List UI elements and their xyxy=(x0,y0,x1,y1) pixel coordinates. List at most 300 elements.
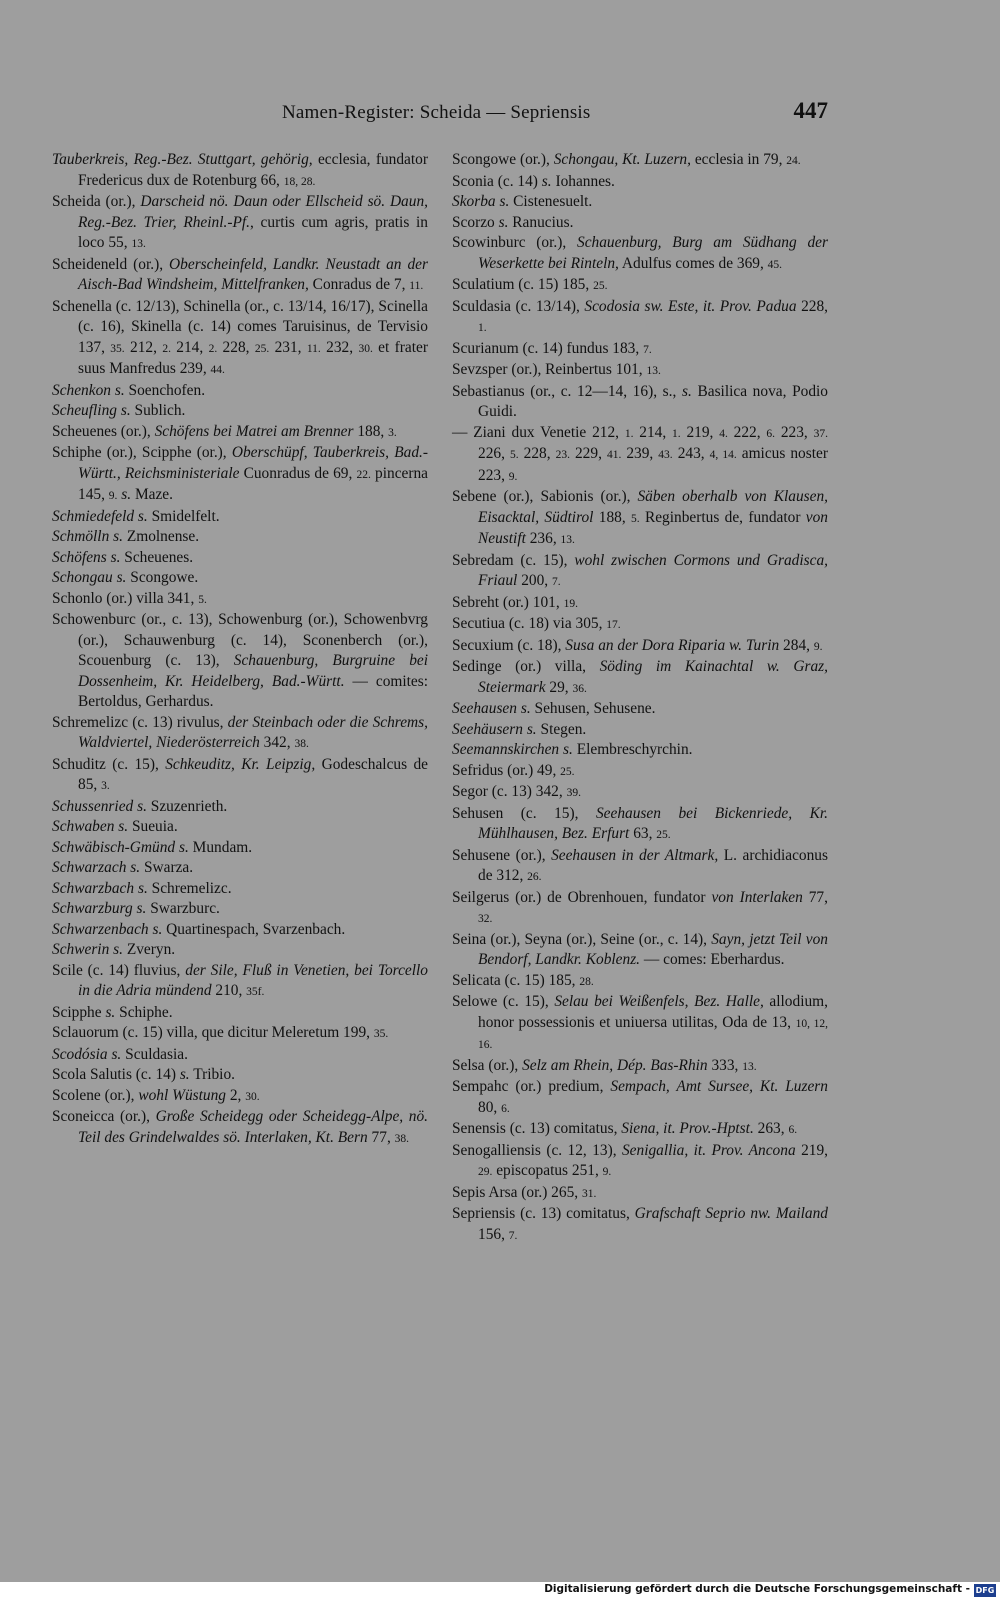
entry-line-ref: 9. xyxy=(813,640,823,653)
index-column-right xyxy=(452,150,828,1246)
entry-text: 222, xyxy=(727,423,767,441)
entry-text: Scheuenes (or.), xyxy=(52,422,155,440)
entry-text: Scorzo xyxy=(452,213,499,231)
entry-text: Maze. xyxy=(131,486,173,503)
entry-italic-text: Sempach, Amt Sursee, Kt. Luzern xyxy=(610,1078,828,1095)
entry-text: Selicata (c. 15) 185, xyxy=(452,971,580,989)
entry-italic-text: Grafschaft Seprio nw. Mailand xyxy=(634,1205,828,1222)
entry-text: Scolene (or.), xyxy=(52,1086,139,1104)
entry-text: Quartinespach, Svarzenbach. xyxy=(162,920,346,938)
entry-italic-text: Schwaben xyxy=(52,818,115,835)
entry-text: 212, xyxy=(124,338,163,356)
entry-italic-text: s. xyxy=(520,700,531,717)
index-entry xyxy=(452,150,828,172)
entry-line-ref: 30. xyxy=(245,1090,260,1103)
entry-text: Sculdasia (c. 13/14), xyxy=(452,297,585,315)
index-entry xyxy=(452,233,828,275)
entry-line-ref: 22. xyxy=(356,468,371,481)
entry-italic-text: s. xyxy=(682,382,692,400)
entry-text: 231, xyxy=(269,338,307,356)
entry-line-ref: 6. xyxy=(766,427,776,440)
entry-text: — Ziani dux Venetie 212, xyxy=(452,423,625,441)
entry-italic-text: von Interlaken xyxy=(711,888,803,906)
index-entry xyxy=(52,422,428,444)
entry-line-ref: 1. xyxy=(624,427,634,440)
entry-text: Sebredam (c. 15), xyxy=(452,551,575,569)
index-entry xyxy=(52,838,428,859)
entry-text: Swarza. xyxy=(140,859,194,876)
entry-text: Sublich. xyxy=(130,402,186,419)
entry-text: 223, xyxy=(775,423,814,441)
index-entry xyxy=(452,213,828,234)
entry-italic-text: Schwarzach xyxy=(52,859,127,876)
index-entry xyxy=(452,740,828,761)
entry-line-ref: 24. xyxy=(786,155,801,167)
entry-text: Segor (c. 13) 342, xyxy=(452,783,567,800)
entry-italic-text: Seemannskirchen xyxy=(452,741,560,758)
entry-text: 232, xyxy=(320,338,359,356)
entry-text: 228, xyxy=(796,297,829,315)
entry-line-ref: 9. xyxy=(508,470,518,483)
entry-italic-text: Seehausen bei Bickenriede, Kr. Mühlhausen, Bez. Erfurt xyxy=(478,804,828,842)
index-entry xyxy=(452,339,828,361)
entry-italic-text: Schauenburg, Burgruine bei Dossenheim, Kr. Heidelberg, Bad.-Württ. xyxy=(78,652,429,690)
index-entry xyxy=(452,593,828,615)
entry-line-ref: 2. xyxy=(162,342,171,355)
entry-italic-text: s. xyxy=(499,193,510,210)
entry-italic-text: s. xyxy=(111,1045,122,1063)
entry-text: Swarzburc. xyxy=(146,900,220,917)
index-entry xyxy=(52,961,428,1003)
entry-text: amicus noster 223, xyxy=(478,445,828,484)
entry-text: Ranucius. xyxy=(508,213,574,231)
entry-text: Scongowe. xyxy=(126,569,199,586)
index-entry xyxy=(52,940,428,961)
entry-italic-text: Darscheid nö. Daun oder Ellscheid sö. Daun, Reg.-Bez. Trier, Rheinl.-Pf. xyxy=(78,193,428,231)
entry-line-ref: 25. xyxy=(656,829,671,841)
index-entry xyxy=(452,614,828,636)
entry-italic-text: Seehausen xyxy=(452,700,517,717)
index-entry xyxy=(452,487,828,551)
entry-italic-text: Seehausen in der Altmark, xyxy=(551,846,719,864)
index-entry xyxy=(52,755,428,797)
entry-text: , curtis cum agris, pratis in loco 55, xyxy=(78,213,428,251)
entry-text: 228, xyxy=(217,338,255,356)
index-entry xyxy=(452,172,828,193)
entry-line-ref: 13. xyxy=(742,1060,757,1073)
entry-line-ref: 35f. xyxy=(246,986,265,998)
entry-text: — comes: Eberhardus. xyxy=(640,951,785,968)
entry-text: Reginbertus de, fundator xyxy=(639,508,806,526)
entry-italic-text: s. xyxy=(116,569,127,586)
entry-text: 239, xyxy=(621,445,659,462)
entry-line-ref: 38. xyxy=(294,738,309,750)
entry-italic-text: s. xyxy=(137,507,148,525)
entry-text: 77, xyxy=(802,888,828,906)
index-entry xyxy=(52,858,428,879)
entry-text: Seina (or.), Seyna (or.), Seine (or., c. 14), xyxy=(452,930,712,948)
entry-italic-text: Senigallia, it. Prov. Ancona xyxy=(621,1141,796,1159)
entry-italic-text: Oberschüpf, Tauberkreis, Bad.-Württ., Reichsministeriale xyxy=(78,444,428,482)
entry-italic-text: Schmiedefeld xyxy=(52,507,135,525)
index-entry xyxy=(452,699,828,720)
entry-text: Elembreschyrchin. xyxy=(572,741,693,758)
index-entry xyxy=(52,527,428,548)
entry-text: Sculatium (c. 15) 185, xyxy=(452,276,594,293)
index-entry xyxy=(52,381,428,402)
entry-text: Schuditz (c. 15), xyxy=(52,755,166,773)
index-entry xyxy=(452,761,828,783)
entry-italic-text: Große Scheidegg oder Scheidegg-Alpe, nö. Teil des Grindelwaldes sö. Interlaken, Kt. Bern xyxy=(78,1108,428,1146)
entry-line-ref: 6. xyxy=(788,1124,798,1136)
entry-line-ref: 3. xyxy=(388,426,397,439)
entry-text: Sevzsper (or.), Reinbertus 101, xyxy=(452,361,647,378)
index-entry xyxy=(452,423,828,488)
entry-text: Schenella (c. 12/13), Schinella (or., c. 13/14, 16/17), Scinella (c. 16), Skinella (c. 14) comes Taruisinus, de Tervisio 137, xyxy=(52,297,428,356)
entry-text: Scheida (or.), xyxy=(52,193,141,210)
entry-text: Szuzenrieth. xyxy=(146,797,228,815)
entry-text: Soenchofen. xyxy=(124,381,206,399)
footer-bar xyxy=(0,1582,1000,1600)
entry-italic-text: Schongau, Kt. Luzern, xyxy=(553,151,691,168)
dfg-logo: DFG xyxy=(975,1586,995,1595)
entry-italic-text: s. xyxy=(179,1066,190,1083)
index-entry xyxy=(452,657,828,699)
entry-text: — comites: Bertoldus, Gerhardus. xyxy=(78,672,429,710)
index-entry xyxy=(52,255,428,297)
entry-line-ref: 35. xyxy=(373,1028,389,1040)
entry-line-ref: 43. xyxy=(658,449,673,461)
entry-line-ref: 25. xyxy=(560,765,575,778)
entry-text: 226, xyxy=(478,445,510,462)
running-head: Namen-Register: Scheida — Sepriensis xyxy=(282,102,591,123)
entry-text: 228, xyxy=(518,445,556,462)
entry-italic-text: Schwarzenbach xyxy=(52,920,149,938)
index-entry xyxy=(452,1056,828,1078)
index-entry xyxy=(452,1204,828,1246)
entry-line-ref: 37. xyxy=(813,427,828,440)
index-entry xyxy=(452,720,828,741)
index-entry xyxy=(52,150,428,192)
entry-italic-text: Seehäusern xyxy=(452,720,523,738)
entry-italic-text: s. xyxy=(113,941,123,958)
entry-line-ref: 17. xyxy=(606,619,621,631)
entry-italic-text: Susa an der Dora Riparia w. Turin xyxy=(565,636,780,654)
entry-line-ref: 13. xyxy=(131,238,146,250)
index-entry xyxy=(52,920,428,941)
index-entry xyxy=(452,1183,828,1205)
entry-text: Schremelizc (c. 13) rivulus, xyxy=(52,713,228,731)
entry-text: 210, xyxy=(211,982,247,999)
entry-line-ref: 9. xyxy=(108,490,118,502)
entry-text: et frater suus Manfredus 239, xyxy=(78,338,428,377)
entry-text: Schiphe (or.), Scipphe (or.), xyxy=(52,444,232,461)
entry-italic-text: Schöfens bei Matrei am Brenner xyxy=(154,422,354,440)
index-entry xyxy=(52,568,428,589)
entry-italic-text: s. xyxy=(114,381,125,399)
entry-text: Sebreht (or.) 101, xyxy=(452,593,564,611)
entry-line-ref: 9. xyxy=(602,1166,612,1178)
index-entry xyxy=(452,1141,828,1183)
entry-italic-text: Scheufling xyxy=(52,402,117,419)
entry-italic-text: s. xyxy=(526,720,537,738)
entry-italic-text: Selz am Rhein, Dép. Bas-Rhin xyxy=(522,1056,708,1074)
entry-text: Schowenburc (or., c. 13), Schowenburg (or.), Schowenbvrg (or.), Schauwenburg (c. 14), Sconenberch (or.), Scouenburg (c. 13), xyxy=(52,611,428,669)
entry-italic-text: s. xyxy=(152,920,163,938)
entry-text: Sedinge (or.) villa, xyxy=(452,658,600,675)
entry-line-ref: 1. xyxy=(478,322,487,334)
entry-line-ref: 31. xyxy=(581,1187,597,1200)
entry-italic-text: s. xyxy=(137,797,147,815)
entry-italic-text: Schongau xyxy=(52,569,113,586)
index-entry xyxy=(52,1107,428,1149)
index-entry xyxy=(52,548,428,569)
entry-text: 200, xyxy=(517,572,552,589)
index-entry xyxy=(52,713,428,755)
entry-italic-text: Schussenried xyxy=(52,797,134,815)
entry-text: Selowe (c. 15), xyxy=(452,993,555,1010)
index-entry xyxy=(452,192,828,213)
entry-text: Scurianum (c. 14) fundus 183, xyxy=(452,339,644,357)
entry-text: Secutiua (c. 18) via 305, xyxy=(452,615,607,632)
entry-italic-text: Siena, it. Prov.-Hptst. xyxy=(621,1120,754,1137)
index-entry xyxy=(52,297,428,381)
entry-italic-text: Oberscheinfeld, Landkr. Neustadt an der Aisch-Bad Windsheim, Mittelfranken, xyxy=(78,255,428,293)
entry-italic-text: s. xyxy=(541,172,552,190)
entry-text: Mundam. xyxy=(188,838,253,856)
index-entry xyxy=(52,610,428,713)
index-entry xyxy=(52,1003,428,1024)
entry-line-ref: 1. xyxy=(672,427,681,440)
index-entry xyxy=(452,360,828,382)
entry-text: 214, xyxy=(170,338,209,356)
entry-italic-text: Scodósia xyxy=(52,1045,108,1063)
entry-line-ref: 44. xyxy=(210,364,225,376)
index-entry xyxy=(52,797,428,818)
entry-italic-text: Schauenburg, Burg am Südhang der Weserkette bei Rinteln, xyxy=(478,234,828,272)
entry-text: Secuxium (c. 18), xyxy=(452,636,566,654)
entry-italic-text: Schwerin xyxy=(52,941,110,958)
entry-italic-text: s. xyxy=(118,818,129,835)
entry-text: Selsa (or.), xyxy=(452,1056,523,1074)
entry-text: allodium, honor possessionis et uniuersa utilitas, Oda de 13, xyxy=(478,993,828,1031)
index-entry xyxy=(452,382,828,423)
entry-line-ref: 5. xyxy=(509,449,519,461)
entry-line-ref: 5. xyxy=(631,512,640,525)
index-entry xyxy=(452,992,828,1056)
entry-italic-text: Schwarzbach xyxy=(52,879,135,897)
entry-text: Godeschalcus de 85, xyxy=(78,755,428,793)
entry-italic-text: wohl zwischen Cormons und Gradisca, Friaul xyxy=(478,551,828,589)
index-entry xyxy=(52,879,428,900)
entry-text: Tribio. xyxy=(189,1066,236,1083)
entry-text: pincerna 145, xyxy=(78,464,429,503)
index-entry xyxy=(452,551,828,593)
entry-text: Sepis Arsa (or.) 265, xyxy=(452,1183,582,1201)
index-entry xyxy=(452,275,828,297)
entry-text: Senensis (c. 13) comitatus, xyxy=(452,1120,622,1137)
entry-text: Smidelfelt. xyxy=(147,507,220,525)
entry-text: Schremelizc. xyxy=(147,879,232,897)
entry-text: ecclesia in 79, xyxy=(690,151,787,168)
index-entry xyxy=(52,507,428,528)
entry-italic-text: s. xyxy=(498,213,509,231)
entry-line-ref: 4. xyxy=(719,427,728,440)
entry-italic-text: Selau bei Weißenfels, Bez. Halle, xyxy=(554,993,764,1010)
entry-italic-text: wohl Wüstung xyxy=(138,1086,226,1104)
entry-text: Sebene (or.), Sabionis (or.), xyxy=(452,488,638,505)
entry-text: Iohannes. xyxy=(551,172,615,190)
entry-line-ref: 10, 12, 16. xyxy=(478,1017,828,1051)
entry-line-ref: 30. xyxy=(358,342,373,355)
entry-text: 188, xyxy=(353,422,389,440)
entry-italic-text: Scodosia sw. Este, it. Prov. Padua xyxy=(584,297,797,315)
entry-text: 342, xyxy=(259,734,295,751)
entry-text: 243, xyxy=(672,445,710,462)
entry-italic-text: Schmölln xyxy=(52,528,110,545)
entry-text: Sconia (c. 14) xyxy=(452,172,542,190)
index-entry xyxy=(452,1077,828,1119)
entry-line-ref: 28. xyxy=(579,975,594,988)
entry-italic-text: s. xyxy=(178,838,189,856)
index-entry xyxy=(452,782,828,804)
entry-text: 80, xyxy=(478,1098,502,1116)
entry-text: 29, xyxy=(545,678,573,696)
index-entry xyxy=(452,888,828,930)
entry-text: Senogalliensis (c. 12, 13), xyxy=(452,1141,622,1159)
entry-text: Sconeicca (or.), xyxy=(52,1108,156,1125)
entry-line-ref: 45. xyxy=(767,258,783,271)
index-entry xyxy=(452,930,828,971)
entry-italic-text: Schwäbisch-Gmünd xyxy=(52,838,176,856)
entry-italic-text: Tauberkreis, Reg.-Bez. Stuttgart, gehörig, xyxy=(52,151,313,168)
entry-italic-text: Schkeuditz, Kr. Leipzig, xyxy=(165,755,316,773)
entry-line-ref: 32. xyxy=(478,913,493,925)
entry-text: Sempahc (or.) predium, xyxy=(452,1078,611,1095)
entry-line-ref: 4, 14. xyxy=(709,449,737,461)
entry-line-ref: 2. xyxy=(208,342,218,355)
entry-line-ref: 3. xyxy=(101,780,110,792)
entry-text: Sehusen (c. 15), xyxy=(452,804,596,822)
entry-text: 188, xyxy=(593,508,632,526)
entry-text: 214, xyxy=(633,423,673,441)
index-entry xyxy=(52,443,428,507)
entry-text: 219, xyxy=(680,423,720,441)
page-number: 447 xyxy=(793,98,828,123)
entry-text: Sehusen, Sehusene. xyxy=(530,700,656,717)
entry-italic-text: Söding im Kainachtal w. Graz, Steiermark xyxy=(478,658,828,696)
entry-line-ref: 36. xyxy=(572,682,587,695)
index-entry xyxy=(452,846,828,888)
entry-line-ref: 26. xyxy=(527,871,542,883)
entry-text: Zveryn. xyxy=(122,941,176,958)
entry-italic-text: Sayn, jetzt Teil von Bendorf, Landkr. Koblenz. xyxy=(478,930,828,968)
entry-text: Stegen. xyxy=(536,720,587,738)
entry-text: L. archidiaconus de 312, xyxy=(478,846,828,884)
entry-line-ref: 19. xyxy=(563,597,578,610)
entry-line-ref: 11. xyxy=(306,342,321,355)
entry-text: Sepriensis (c. 13) comitatus, xyxy=(452,1205,635,1222)
entry-line-ref: 25. xyxy=(593,280,608,292)
entry-text: ecclesia, fundator Fredericus dux de Rotenburg 66, xyxy=(78,151,428,189)
entry-italic-text: der Sile, Fluß in Venetien, bei Torcello in die Adria mündend xyxy=(78,961,428,999)
index-entry xyxy=(52,401,428,422)
entry-text: Adulfus comes de 369, xyxy=(618,254,768,272)
entry-italic-text: s. xyxy=(563,741,573,758)
entry-text: 333, xyxy=(707,1056,743,1074)
entry-text: Sebastianus (or., c. 12—14, 16), s., xyxy=(452,382,682,400)
index-entry xyxy=(452,804,828,846)
entry-text: Conradus de 7, xyxy=(308,276,410,293)
entry-italic-text: Schwarzburg xyxy=(52,900,133,917)
entry-line-ref: 25. xyxy=(254,342,270,355)
entry-text: 229, xyxy=(569,445,607,462)
entry-italic-text: s. xyxy=(120,402,131,419)
entry-italic-text: Säben oberhalb von Klausen, Eisacktal, Südtirol xyxy=(478,488,828,526)
entry-line-ref: 7. xyxy=(551,576,561,588)
entry-text: Sehusene (or.), xyxy=(452,846,552,864)
index-entry xyxy=(52,1045,428,1066)
index-entry xyxy=(52,589,428,611)
entry-text: Cuonradus de 69, xyxy=(239,464,357,482)
entry-text: Sefridus (or.) 49, xyxy=(452,761,561,779)
entry-text: Scola Salutis (c. 14) xyxy=(52,1066,180,1083)
entry-text: Scheideneld (or.), xyxy=(52,255,170,273)
entry-line-ref: 11. xyxy=(409,280,424,292)
entry-text: Scheuenes. xyxy=(120,548,194,566)
entry-text: 284, xyxy=(779,636,814,654)
entry-text: Schonlo (or.) villa 341, xyxy=(52,589,199,607)
entry-line-ref: 7. xyxy=(643,343,652,356)
entry-text: Scipphe xyxy=(52,1003,106,1021)
entry-line-ref: 39. xyxy=(566,787,581,799)
entry-line-ref: 5. xyxy=(198,593,207,606)
entry-text: Schiphe. xyxy=(115,1003,173,1021)
entry-italic-text: s. xyxy=(110,548,121,566)
index-entry xyxy=(452,1119,828,1141)
index-entry xyxy=(452,297,828,339)
entry-text: 77, xyxy=(367,1128,395,1146)
index-entry xyxy=(452,636,828,658)
entry-text: Scongowe (or.), xyxy=(452,151,554,168)
entry-italic-text: s. xyxy=(113,528,123,545)
entry-text: 219, xyxy=(795,1141,828,1159)
entry-line-ref: 29. xyxy=(478,1166,493,1178)
index-column-left xyxy=(52,150,428,1149)
entry-text: 63, xyxy=(629,825,657,842)
entry-italic-text: s. xyxy=(105,1003,116,1021)
entry-italic-text: s. xyxy=(121,486,132,503)
entry-text: episcopatus 251, xyxy=(492,1162,603,1179)
index-entry xyxy=(52,817,428,838)
entry-text: Scile (c. 14) fluvius, xyxy=(52,961,186,979)
entry-text: 236, xyxy=(525,530,561,547)
index-entry xyxy=(452,971,828,993)
entry-italic-text: s. xyxy=(130,859,141,876)
entry-line-ref: 6. xyxy=(501,1102,510,1115)
funding-credit: Digitalisierung gefördert durch die Deutsche Forschungsgemeinschaft - xyxy=(544,1583,970,1595)
entry-italic-text: Schöfens xyxy=(52,548,107,566)
entry-italic-text: von Neustift xyxy=(478,508,829,547)
entry-line-ref: 41. xyxy=(606,449,622,461)
entry-text: Cistenesuelt. xyxy=(509,193,593,210)
entry-italic-text: Schenkon xyxy=(52,381,111,399)
entry-italic-text: s. xyxy=(137,879,148,897)
entry-text: 2, xyxy=(226,1086,246,1104)
entry-line-ref: 38. xyxy=(394,1132,410,1145)
entry-text: Sculdasia. xyxy=(121,1045,188,1063)
entry-text: 156, xyxy=(478,1225,509,1243)
